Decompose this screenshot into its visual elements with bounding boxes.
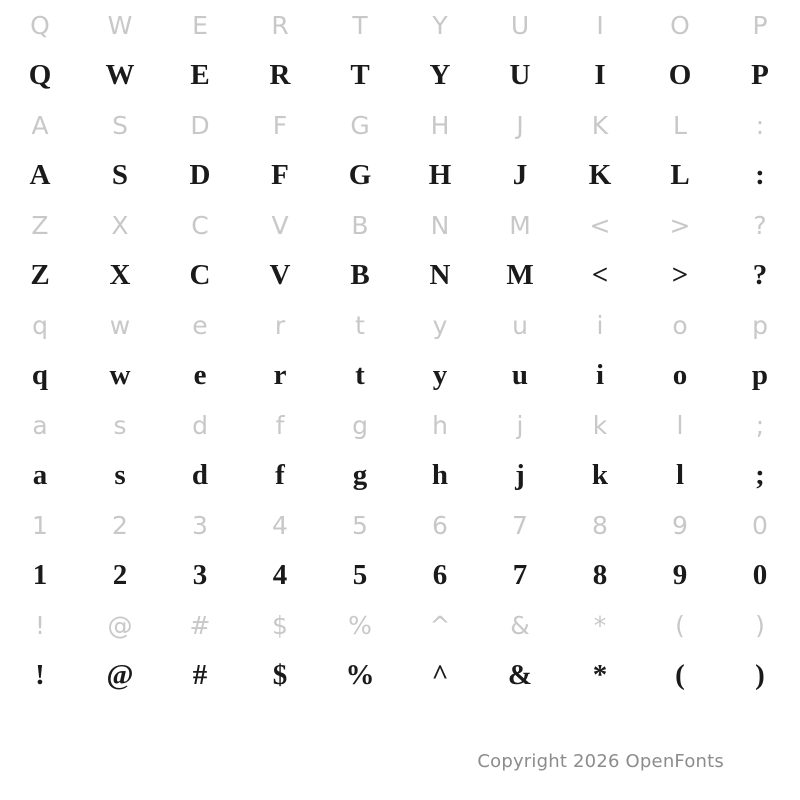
glyph-cell: p	[752, 310, 768, 340]
glyph-cell: )	[755, 610, 765, 640]
glyph-cell: Y	[429, 58, 451, 91]
glyph-cell: ?	[752, 258, 768, 291]
glyph-cell: p	[751, 358, 769, 391]
glyph-cell: H	[428, 158, 452, 191]
glyph-row-sample	[0, 600, 800, 650]
glyph-cell: q	[31, 358, 49, 391]
glyph-cell: e	[193, 358, 207, 391]
glyph-cell: h	[432, 410, 448, 440]
glyph-cell: 6	[432, 510, 448, 540]
glyph-cell: 3	[192, 510, 208, 540]
glyph-cell: i	[595, 358, 605, 391]
glyph-row-display	[0, 650, 800, 700]
glyph-cell: 6	[432, 558, 448, 591]
glyph-cell: i	[596, 310, 604, 340]
glyph-cell: 7	[512, 510, 528, 540]
glyph-cell: 8	[592, 510, 608, 540]
glyph-cell: 8	[592, 558, 608, 591]
glyph-row-sample	[0, 200, 800, 250]
glyph-cell: X	[109, 258, 131, 291]
glyph-cell: 3	[192, 558, 208, 591]
glyph-cell: h	[431, 458, 449, 491]
glyph-cell: V	[271, 210, 289, 240]
glyph-row-display	[0, 50, 800, 100]
glyph-cell: %	[348, 610, 372, 640]
glyph-row-display	[0, 350, 800, 400]
glyph-cell: W	[107, 10, 133, 40]
glyph-cell: w	[109, 310, 131, 340]
glyph-cell: >	[669, 210, 691, 240]
glyph-cell: B	[350, 258, 370, 291]
glyph-cell: R	[269, 58, 291, 91]
glyph-cell: T	[350, 58, 370, 91]
glyph-cell: !	[35, 658, 45, 691]
glyph-cell: K	[591, 110, 609, 140]
glyph-cell: #	[189, 610, 211, 640]
glyph-cell: <	[589, 210, 611, 240]
glyph-cell: S	[112, 110, 128, 140]
glyph-cell: B	[351, 210, 369, 240]
glyph-cell: f	[275, 458, 285, 491]
glyph-cell: 9	[672, 510, 688, 540]
glyph-cell: 5	[352, 510, 368, 540]
glyph-row-sample	[0, 100, 800, 150]
glyph-cell: o	[672, 358, 688, 391]
glyph-cell: G	[350, 110, 370, 140]
glyph-cell: k	[591, 458, 609, 491]
glyph-cell: :	[755, 110, 765, 140]
glyph-cell: J	[512, 158, 528, 191]
glyph-cell: P	[752, 10, 768, 40]
glyph-cell: y	[432, 358, 448, 391]
glyph-cell: Q	[28, 58, 52, 91]
glyph-cell: M	[506, 258, 534, 291]
glyph-cell: 0	[752, 510, 768, 540]
glyph-cell: U	[509, 58, 531, 91]
glyph-cell: u	[512, 310, 528, 340]
glyph-cell: q	[32, 310, 48, 340]
glyph-cell: J	[516, 110, 524, 140]
glyph-cell: a	[32, 458, 48, 491]
glyph-cell: (	[675, 658, 685, 691]
glyph-cell: 1	[32, 558, 48, 591]
glyph-cell: U	[510, 10, 530, 40]
glyph-cell: M	[509, 210, 531, 240]
glyph-cell: ;	[755, 410, 765, 440]
glyph-cell: e	[192, 310, 208, 340]
glyph-cell: j	[515, 458, 525, 491]
glyph-cell: I	[596, 10, 604, 40]
glyph-cell: %	[345, 658, 375, 691]
glyph-cell: w	[109, 358, 131, 391]
glyph-cell: L	[670, 158, 690, 191]
glyph-cell: u	[511, 358, 529, 391]
glyph-cell: I	[594, 58, 606, 91]
glyph-cell: A	[31, 110, 49, 140]
glyph-cell: N	[430, 210, 450, 240]
glyph-cell: A	[29, 158, 51, 191]
glyph-cell: 4	[272, 558, 288, 591]
glyph-cell: k	[592, 410, 608, 440]
glyph-cell: 5	[352, 558, 368, 591]
glyph-cell: <	[591, 258, 609, 291]
glyph-cell: g	[352, 458, 368, 491]
glyph-cell: F	[271, 158, 289, 191]
glyph-cell: C	[189, 258, 211, 291]
glyph-cell: H	[430, 110, 450, 140]
glyph-cell: 7	[512, 558, 528, 591]
glyph-row-sample	[0, 0, 800, 50]
glyph-cell: @	[106, 658, 134, 691]
glyph-cell: &	[507, 658, 533, 691]
glyph-cell: @	[107, 610, 133, 640]
glyph-cell: (	[675, 610, 685, 640]
glyph-cell: *	[593, 610, 607, 640]
glyph-cell: !	[34, 610, 46, 640]
glyph-cell: >	[671, 258, 689, 291]
glyph-row-display	[0, 250, 800, 300]
glyph-cell: l	[676, 410, 684, 440]
glyph-cell: s	[114, 458, 126, 491]
glyph-row-display	[0, 450, 800, 500]
glyph-cell: Z	[31, 210, 49, 240]
glyph-cell: l	[675, 458, 685, 491]
glyph-cell: S	[111, 158, 129, 191]
glyph-cell: d	[191, 458, 209, 491]
glyph-row-sample	[0, 500, 800, 550]
glyph-cell: Z	[30, 258, 50, 291]
glyph-cell: O	[670, 10, 690, 40]
glyph-cell: a	[32, 410, 48, 440]
glyph-cell: j	[516, 410, 524, 440]
glyph-cell: 9	[672, 558, 688, 591]
glyph-cell: s	[113, 410, 127, 440]
glyph-row-sample	[0, 300, 800, 350]
glyph-cell: ^	[429, 610, 451, 640]
glyph-cell: W	[105, 58, 135, 91]
glyph-cell: ^	[431, 658, 449, 691]
glyph-cell: o	[672, 310, 688, 340]
glyph-cell: g	[352, 410, 368, 440]
glyph-cell: 2	[112, 558, 128, 591]
glyph-cell: Y	[432, 10, 448, 40]
glyph-cell: D	[190, 110, 210, 140]
glyph-row-display	[0, 150, 800, 200]
glyph-cell: Q	[30, 10, 50, 40]
glyph-cell: F	[272, 110, 288, 140]
glyph-cell: E	[192, 10, 208, 40]
glyph-cell: O	[668, 58, 692, 91]
glyph-cell: 1	[32, 510, 48, 540]
glyph-cell: 2	[112, 510, 128, 540]
glyph-cell: y	[432, 310, 448, 340]
glyph-cell: $	[272, 610, 288, 640]
glyph-cell: 4	[272, 510, 288, 540]
glyph-cell: E	[190, 58, 210, 91]
glyph-cell: r	[274, 310, 286, 340]
glyph-cell: &	[510, 610, 530, 640]
glyph-cell: V	[269, 258, 291, 291]
glyph-row-sample	[0, 400, 800, 450]
glyph-cell: :	[755, 158, 765, 191]
glyph-cell: $	[272, 658, 288, 691]
glyph-cell: P	[751, 58, 769, 91]
glyph-row-display	[0, 550, 800, 600]
glyph-cell: K	[588, 158, 612, 191]
glyph-cell: *	[592, 658, 608, 691]
glyph-cell: G	[348, 158, 372, 191]
glyph-cell: 0	[752, 558, 768, 591]
glyph-cell: r	[273, 358, 287, 391]
glyph-cell: D	[189, 158, 211, 191]
copyright-notice: Copyright 2026 OpenFonts	[477, 751, 724, 772]
glyph-cell: f	[275, 410, 285, 440]
glyph-cell: ;	[755, 458, 765, 491]
glyph-cell: )	[755, 658, 765, 691]
glyph-cell: X	[111, 210, 129, 240]
glyph-cell: d	[192, 410, 208, 440]
glyph-cell: C	[191, 210, 209, 240]
glyph-cell: N	[429, 258, 451, 291]
glyph-cell: R	[271, 10, 289, 40]
glyph-cell: T	[352, 10, 368, 40]
glyph-cell: t	[355, 358, 365, 391]
glyph-cell: t	[355, 310, 365, 340]
glyph-cell: L	[673, 110, 687, 140]
glyph-cell: ?	[753, 210, 767, 240]
glyph-cell: #	[192, 658, 208, 691]
